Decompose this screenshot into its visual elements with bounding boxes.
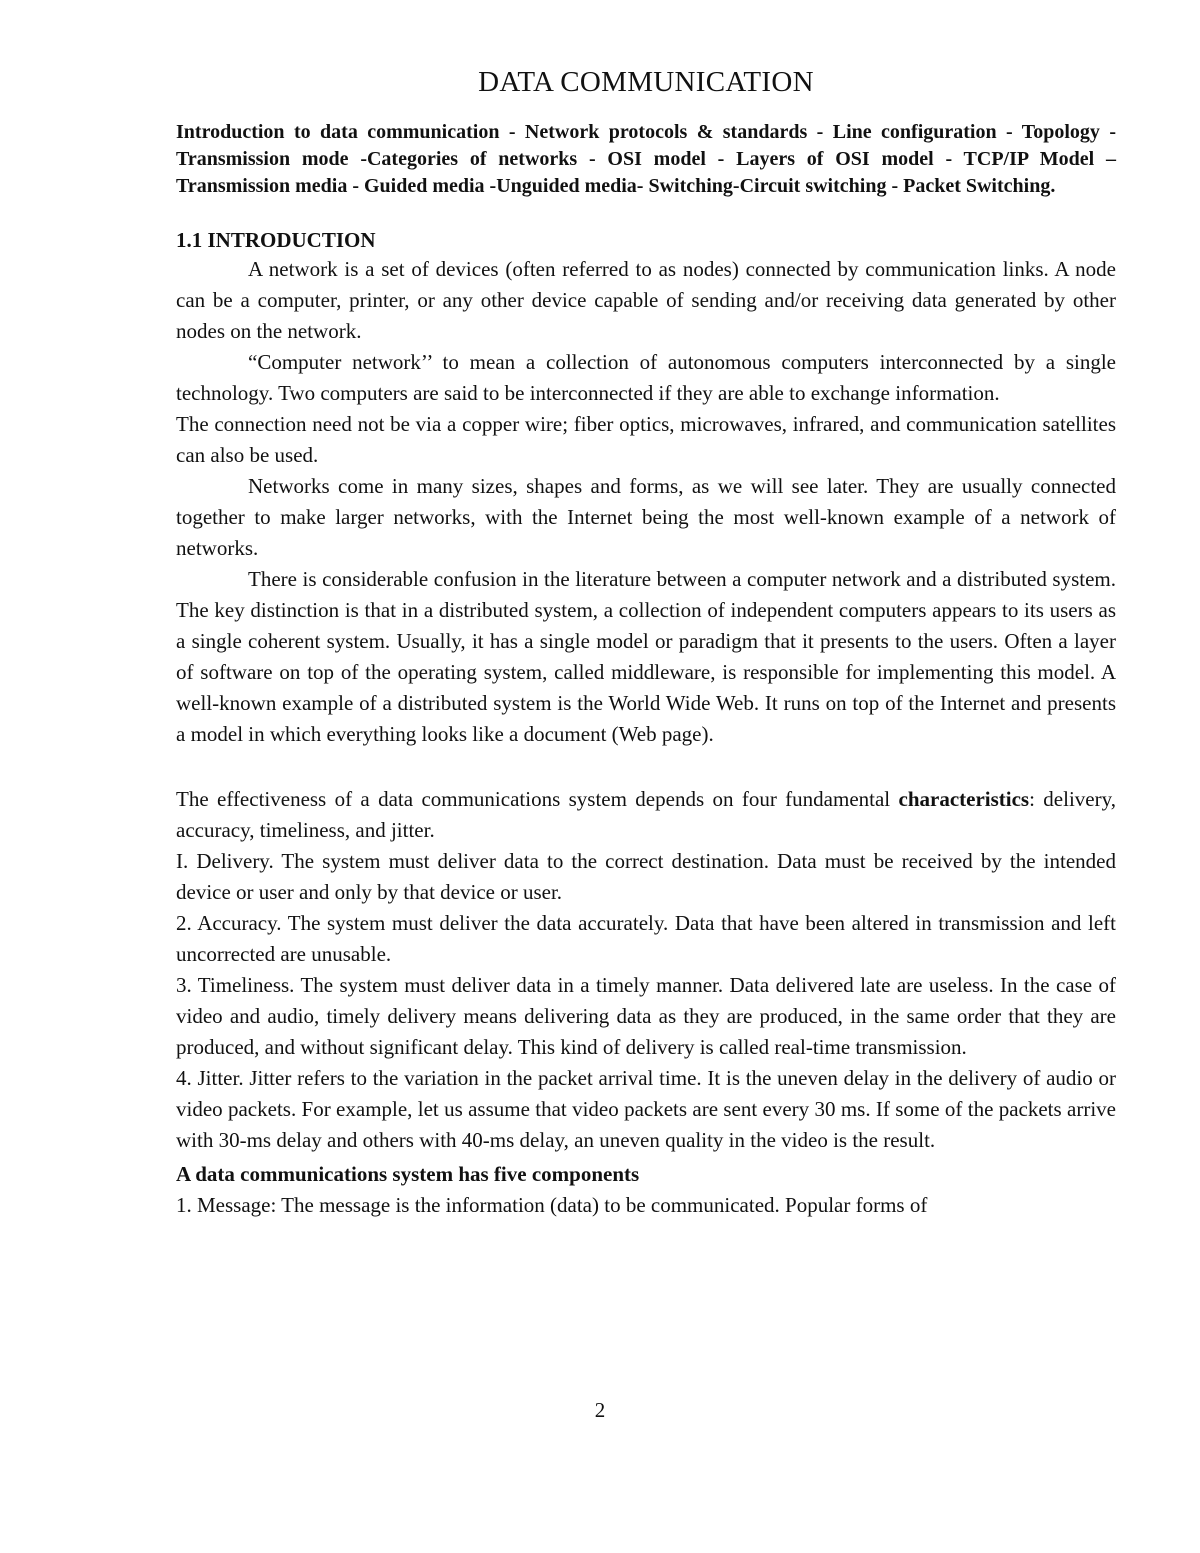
- characteristic-accuracy: 2. Accuracy. The system must deliver the data accurately. Data that have been altered in transmission and left uncorrected are unusable.: [176, 911, 1116, 966]
- characteristic-delivery: I. Delivery. The system must deliver data to the correct destination. Data must be received by the intended device or user and only by that device or user.: [176, 849, 1116, 904]
- paragraph-distributed-system: There is considerable confusion in the literature between a computer network and a distributed system. The key distinction is that in a distributed system, a collection of independent computers appears to its users as a single coherent system. Usually, it has a single model or paradigm that it presents to the users. Often a layer of software on top of the operating system, called middleware, is responsible for implementing this model. A well-known example of a distributed system is the World Wide Web. It runs on top of the Internet and presents a model in which everything looks like a document (Web page).: [176, 567, 1116, 746]
- characteristics-intro-tail: : delivery, accuracy, timeliness, and jitter.: [176, 787, 1116, 842]
- chapter-topics: Introduction to data communication - Network protocols & standards - Line configuration - Topology -Transmission mode -Categories of networks - OSI model - Layers of OSI model - TCP/IP Model – Transmission media - Guided media -Unguided media- Switching-Circuit switching - Packet Switching.: [176, 121, 1116, 197]
- document-page: [176, 66, 1116, 1221]
- characteristics-intro-text: The effectiveness of a data communications system depends on four fundamental: [176, 787, 899, 811]
- document-title: DATA COMMUNICATION: [478, 66, 814, 98]
- paragraph-characteristics-intro: [176, 784, 1116, 846]
- components-heading: A data communications system has five components: [176, 1162, 640, 1186]
- characteristic-jitter: 4. Jitter. Jitter refers to the variation in the packet arrival time. It is the uneven delay in the delivery of audio or video packets. For example, let us assume that video packets are sent every 30 ms. If some of the packets arrive with 30-ms delay and others with 40-ms delay, an uneven quality in the video is the result.: [176, 1066, 1116, 1152]
- page-number: 2: [594, 1398, 606, 1422]
- characteristics-keyword: characteristics: [898, 787, 1030, 811]
- paragraph-network-sizes: Networks come in many sizes, shapes and forms, as we will see later. They are usually connected together to make larger networks, with the Internet being the most well-known example of a network of networks.: [176, 474, 1116, 560]
- paragraph-network-definition: A network is a set of devices (often referred to as nodes) connected by communication links. A node can be a computer, printer, or any other device capable of sending and/or receiving data generated by other nodes on the network.: [176, 257, 1116, 343]
- section-heading: 1.1 INTRODUCTION: [176, 228, 376, 252]
- paragraph-computer-network: “Computer network’’ to mean a collection of autonomous computers interconnected by a single technology. Two computers are said to be interconnected if they are able to exchange information.: [176, 350, 1116, 405]
- paragraph-connection-media: The connection need not be via a copper wire; fiber optics, microwaves, infrared, and communication satellites can also be used.: [176, 412, 1116, 467]
- component-message: 1. Message: The message is the information (data) to be communicated. Popular forms of: [176, 1193, 928, 1217]
- characteristic-timeliness: 3. Timeliness. The system must deliver data in a timely manner. Data delivered late are useless. In the case of video and audio, timely delivery means delivering data as they are produced, in the same order that they are produced, and without significant delay. This kind of delivery is called real-time transmission.: [176, 973, 1116, 1059]
